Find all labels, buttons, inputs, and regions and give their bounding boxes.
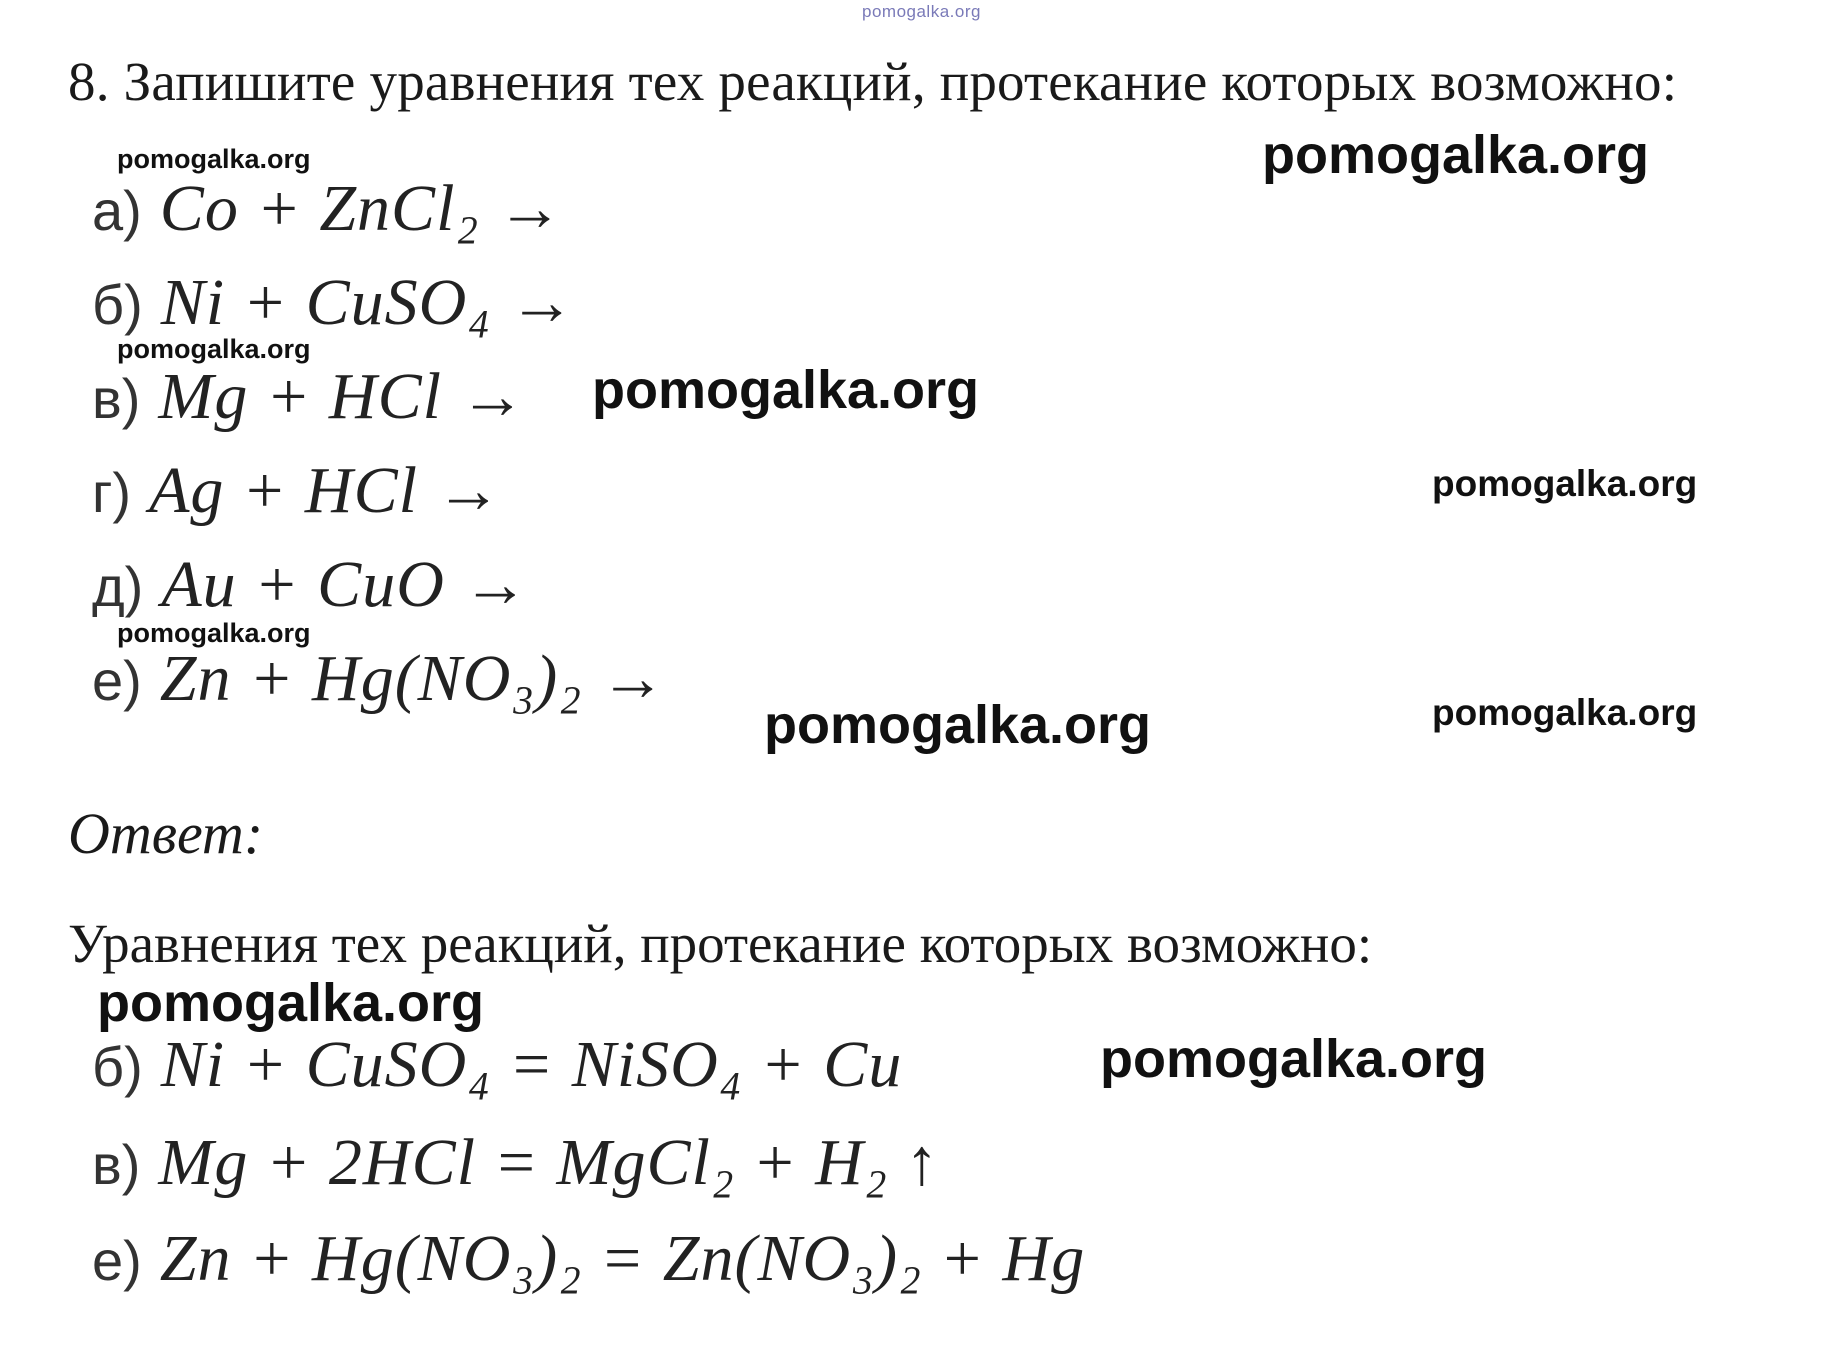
task-item-equation: Ag + HCl → (149, 454, 503, 527)
task-item-label: в) (92, 367, 141, 430)
answer-label: Ответ: (68, 801, 264, 866)
task-item-label: е) (92, 649, 142, 712)
watermark: pomogalka.org (592, 360, 980, 420)
task-item-b (92, 266, 576, 339)
task-item-g (92, 454, 503, 527)
task-item-label: г) (92, 461, 132, 524)
task-item-equation: Au + CuO → (161, 548, 530, 621)
watermark: pomogalka.org (117, 334, 311, 364)
watermark: pomogalka.org (97, 973, 485, 1033)
task-item-equation: Ni + CuSO₄ → (160, 266, 576, 339)
answer-item-b (92, 1028, 903, 1101)
answer-intro: Уравнения тех реакций, протекание которых возможно: (68, 913, 1373, 974)
task-title: 8. Запишите уравнения тех реакций, протекание которых возможно: (68, 51, 1678, 112)
task-item-label: б) (92, 273, 143, 336)
answer-item-equation: Mg + 2HCl = MgCl₂ + H₂ ↑ (158, 1126, 940, 1199)
answer-item-label: в) (92, 1133, 141, 1196)
task-item-e (92, 642, 667, 715)
task-item-d (92, 548, 530, 621)
watermark: pomogalka.org (1100, 1029, 1488, 1089)
watermark: pomogalka.org (764, 695, 1152, 755)
task-item-v (92, 360, 527, 433)
answer-item-e (92, 1222, 1086, 1295)
answer-item-equation: Ni + CuSO₄ = NiSO₄ + Cu (160, 1028, 903, 1101)
answer-item-label: е) (92, 1229, 142, 1292)
task-item-equation: Mg + HCl → (158, 360, 527, 433)
watermark: pomogalka.org (1432, 463, 1698, 504)
watermark: pomogalka.org (1432, 692, 1698, 733)
task-item-a (92, 172, 564, 245)
task-item-equation: Zn + Hg(NO₃)₂ → (159, 642, 667, 715)
task-item-equation: Co + ZnCl₂ → (159, 172, 564, 245)
watermark: pomogalka.org (117, 144, 311, 174)
watermark: pomogalka.org (1262, 125, 1650, 185)
answer-item-v (92, 1126, 940, 1199)
watermark-top: pomogalka.org (862, 2, 981, 21)
watermark: pomogalka.org (117, 618, 311, 648)
answer-item-equation: Zn + Hg(NO₃)₂ = Zn(NO₃)₂ + Hg (159, 1222, 1086, 1295)
task-item-label: а) (92, 179, 142, 242)
answer-item-label: б) (92, 1035, 143, 1098)
task-item-label: д) (92, 555, 144, 618)
